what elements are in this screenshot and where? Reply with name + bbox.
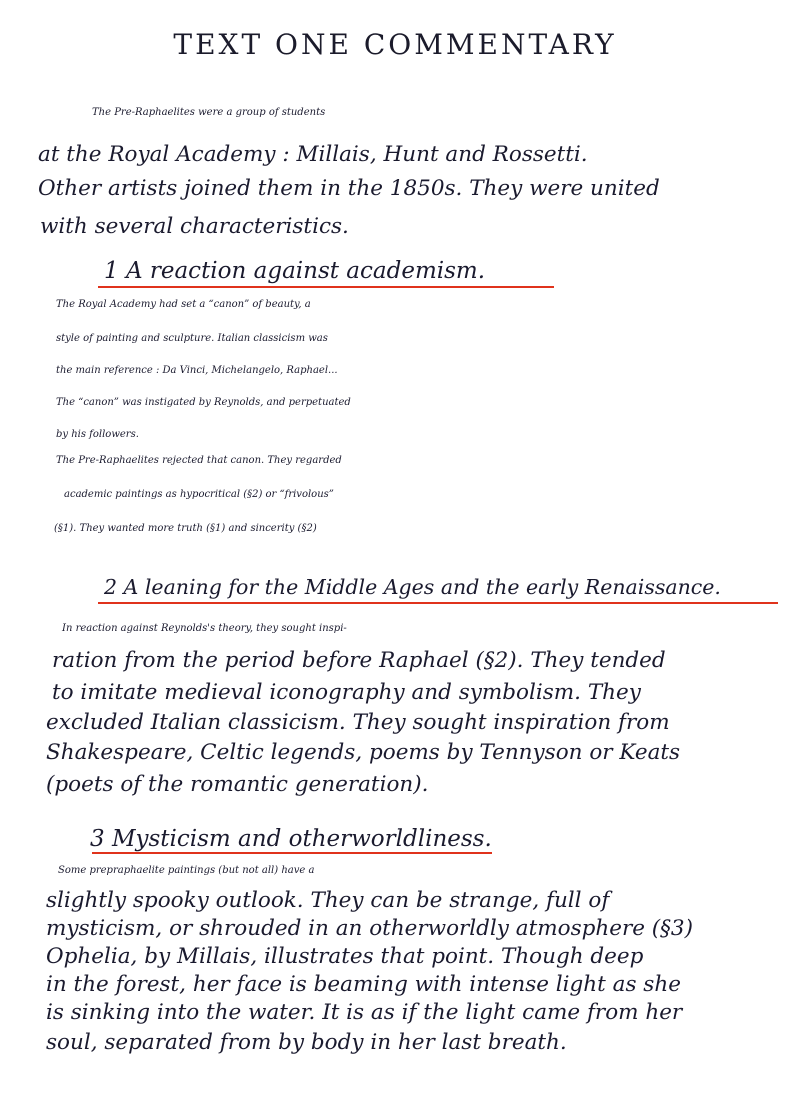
body-line: the main reference : Da Vinci, Michelangelo, Raphael... — [56, 365, 338, 376]
section-heading: 3 Mysticism and otherworldliness. — [90, 826, 492, 852]
body-line: ration from the period before Raphael (§2). They tended — [52, 648, 666, 673]
heading-underline — [92, 852, 492, 854]
body-line: The Pre-Raphaelites rejected that canon. They regarded — [56, 455, 342, 466]
body-line: mysticism, or shrouded in an otherworldly atmosphere (§3) — [46, 916, 693, 941]
body-line: Ophelia, by Millais, illustrates that point. Though deep — [46, 944, 644, 969]
intro-line: at the Royal Academy : Millais, Hunt and Rossetti. — [38, 142, 588, 167]
heading-underline — [98, 286, 554, 288]
body-line: In reaction against Reynolds's theory, they sought inspi- — [62, 623, 347, 634]
intro-line: The Pre-Raphaelites were a group of students — [92, 107, 326, 118]
body-line: The “canon” was instigated by Reynolds, and perpetuated — [56, 397, 351, 408]
body-line: style of painting and sculpture. Italian classicism was — [56, 333, 328, 344]
section-heading: 1 A reaction against academism. — [104, 258, 486, 284]
intro-line: Other artists joined them in the 1850s. They were united — [38, 176, 660, 201]
section-heading: 2 A leaning for the Middle Ages and the early Renaissance. — [104, 575, 721, 599]
body-line: academic paintings as hypocritical (§2) or “frivolous” — [64, 489, 334, 500]
body-line: Shakespeare, Celtic legends, poems by Tennyson or Keats — [46, 740, 681, 765]
intro-line: with several characteristics. — [40, 214, 349, 239]
body-line: to imitate medieval iconography and symbolism. They — [52, 680, 641, 705]
body-line: slightly spooky outlook. They can be strange, full of — [46, 888, 610, 913]
body-line: (poets of the romantic generation). — [46, 772, 429, 797]
heading-underline — [98, 602, 778, 604]
body-line: soul, separated from by body in her last breath. — [46, 1030, 567, 1055]
body-line: excluded Italian classicism. They sought inspiration from — [46, 710, 670, 735]
body-line: is sinking into the water. It is as if the light came from her — [46, 1000, 683, 1025]
body-line: Some prepraphaelite paintings (but not all) have a — [58, 865, 315, 876]
body-line: The Royal Academy had set a “canon” of beauty, a — [56, 299, 311, 310]
body-line: in the forest, her face is beaming with intense light as she — [46, 972, 681, 997]
page-title: TEXT ONE COMMENTARY — [173, 28, 617, 61]
body-line: by his followers. — [56, 429, 139, 440]
body-line: (§1). They wanted more truth (§1) and sincerity (§2) — [54, 523, 317, 534]
